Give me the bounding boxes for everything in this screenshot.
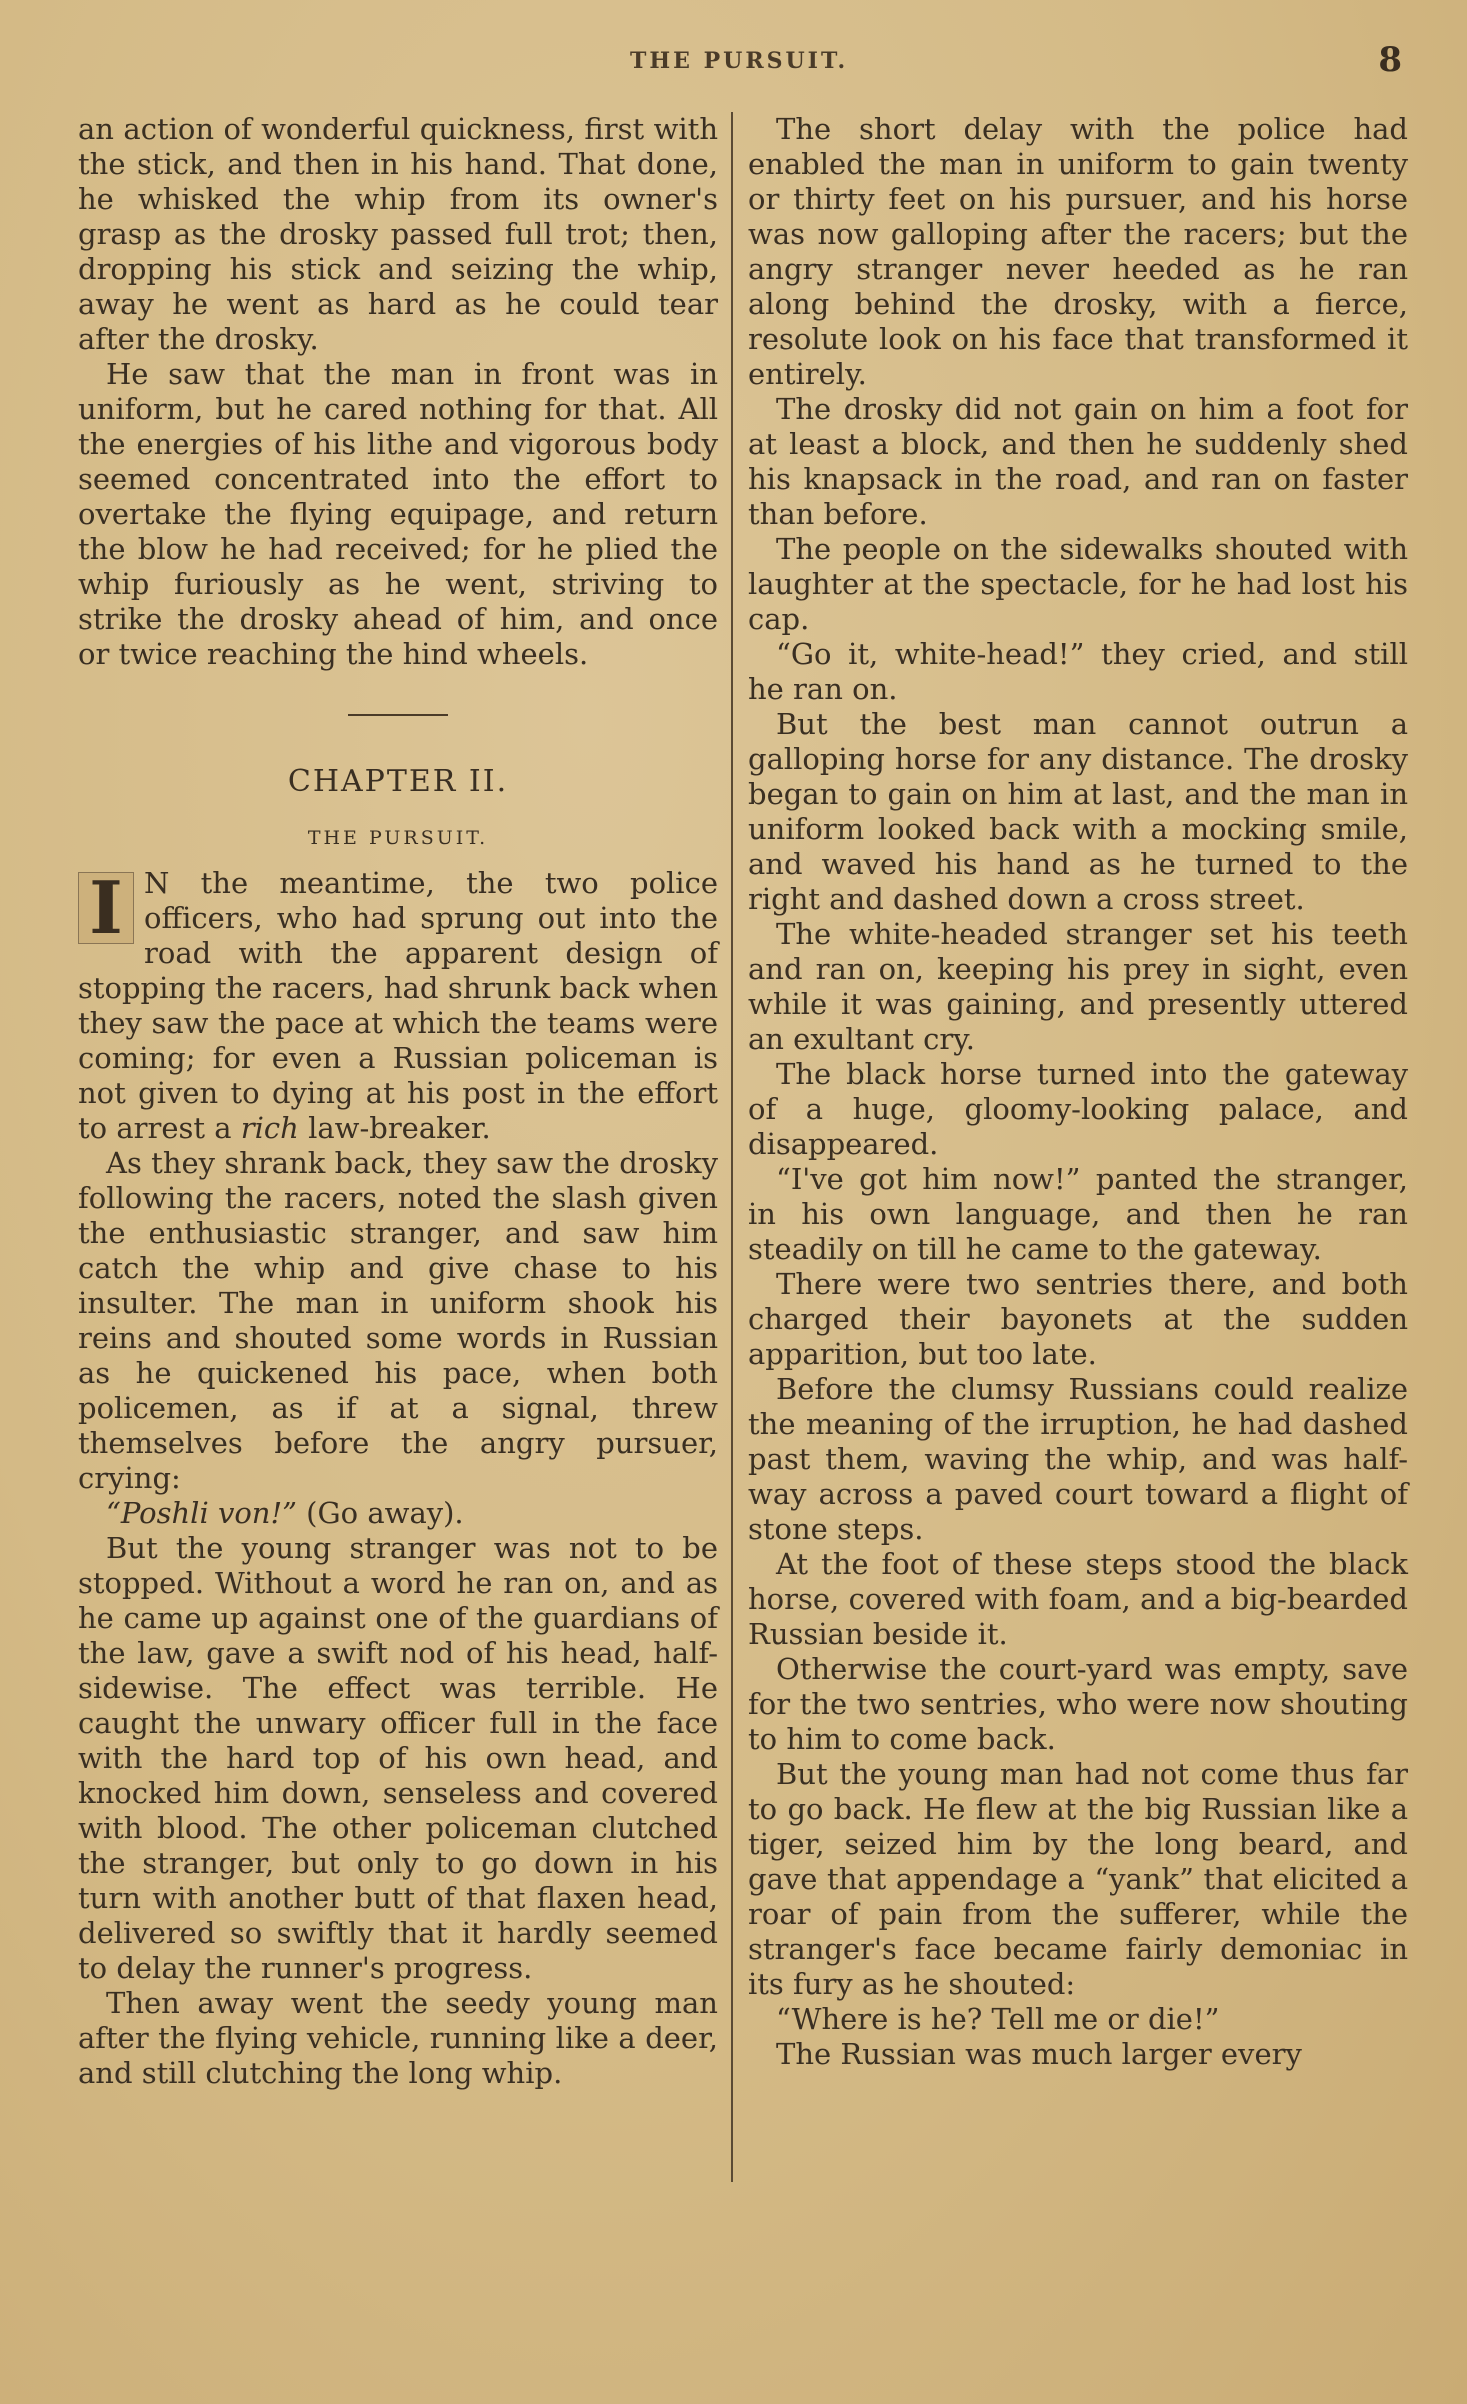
paragraph: But the best man cannot outrun a galloping horse for any distance. The drosky began to gain on him at last, and the man in uniform looked back with a mocking smile, and waved his hand as he turned to the right and dashed down a cross street. <box>748 707 1408 916</box>
paragraph: The white-headed stranger set his teeth and ran on, keeping his prey in sight, even while it was gaining, and presently uttered an exultant cry. <box>748 917 1408 1056</box>
paragraph: “I've got him now!” panted the stranger, in his own language, and then he ran steadily on till he came to the gateway. <box>748 1162 1408 1266</box>
right-column <box>748 112 1408 2072</box>
page-header <box>70 40 1410 80</box>
column-rule <box>731 112 733 2182</box>
paragraph-text: N the meantime, the two police officers, who had sprung out into the road with the apparent design of stopping the racers, had shrunk back when they saw the pace at which the teams were coming; for even a Russian policeman is not given to dying at his post in the effort to arrest a <box>78 866 718 1145</box>
paragraph: Then away went the seedy young man after the flying vehicle, running like a deer, and still clutching the long whip. <box>78 1986 718 2090</box>
paragraph: He saw that the man in front was in uniform, but he cared nothing for that. All the energies of his lithe and vigorous body seemed concentrated into the effort to overtake the flying equipage, and return the blow he had received; for he plied the whip furiously as he went, striving to strike the drosky ahead of him, and once or twice reaching the hind wheels. <box>78 357 718 671</box>
paragraph: As they shrank back, they saw the drosky following the racers, noted the slash given the enthusiastic stranger, and saw him catch the whip and give chase to his insulter. The man in uniform shook his reins and shouted some words in Russian as he quickened his pace, when both policemen, as if at a signal, threw themselves before the angry pursuer, crying: <box>78 1146 718 1495</box>
emphasis: rich <box>240 1111 299 1145</box>
paragraph: The people on the sidewalks shouted with laughter at the spectacle, for he had lost his cap. <box>748 532 1408 636</box>
paragraph: Otherwise the court-yard was empty, save for the two sentries, who were now shouting to him to come back. <box>748 1652 1408 1756</box>
paragraph <box>78 866 718 1146</box>
paragraph: The short delay with the police had enabled the man in uniform to gain twenty or thirty feet on his pursuer, and his horse was now galloping after the racers; but the angry stranger never heeded as he ran along behind the drosky, with a fierce, resolute look on his face that transformed it entirely. <box>748 112 1408 391</box>
emphasis: “Poshli von!” <box>106 1496 297 1530</box>
paragraph: The drosky did not gain on him a foot for at least a block, and then he suddenly shed his knapsack in the road, and ran on faster than before. <box>748 392 1408 531</box>
left-column <box>78 112 718 2091</box>
running-head: THE PURSUIT. <box>630 48 849 74</box>
chapter-title: CHAPTER II. <box>287 764 509 799</box>
paragraph: But the young man had not come thus far to go back. He flew at the big Russian like a tiger, seized him by the long beard, and gave that appendage a “yank” that elicited a roar of pain from the sufferer, while the stranger's face became fairly demoniac in its fury as he shouted: <box>748 1757 1408 2001</box>
drop-cap: I <box>78 872 134 944</box>
paragraph <box>78 1496 718 1531</box>
paragraph: There were two sentries there, and both charged their bayonets at the sudden apparition, but too late. <box>748 1267 1408 1371</box>
paragraph: At the foot of these steps stood the black horse, covered with foam, and a big-bearded Russian beside it. <box>748 1547 1408 1651</box>
paragraph: But the young stranger was not to be stopped. Without a word he ran on, and as he came up against one of the guardians of the law, gave a swift nod of his head, half-sidewise. The effect was terrible. He caught the unwary officer full in the face with the hard top of his own head, and knocked him down, senseless and covered with blood. The other policeman clutched the stranger, but only to go down in his turn with another butt of that flaxen head, delivered so swiftly that it hardly seemed to delay the runner's progress. <box>78 1531 718 1985</box>
chapter-subtitle: THE PURSUIT. <box>307 827 489 849</box>
page-number: 8 <box>1378 40 1402 80</box>
paragraph-text: (Go away). <box>306 1496 464 1530</box>
paragraph-text: law-breaker. <box>308 1111 491 1145</box>
paragraph: an action of wonderful quickness, first with the stick, and then in his hand. That done, he whisked the whip from its owner's grasp as the drosky passed full trot; then, dropping his stick and seizing the whip, away he went as hard as he could tear after the drosky. <box>78 112 718 356</box>
paragraph: The Russian was much larger every <box>776 2037 1302 2071</box>
paragraph: “Go it, white-head!” they cried, and still he ran on. <box>748 637 1408 706</box>
paragraph: The black horse turned into the gateway of a huge, gloomy-looking palace, and disappeared. <box>748 1057 1408 1161</box>
paragraph: “Where is he? Tell me or die!” <box>776 2002 1220 2036</box>
paragraph: Before the clumsy Russians could realize the meaning of the irruption, he had dashed past them, waving the whip, and was half-way across a paved court toward a flight of stone steps. <box>748 1372 1408 1546</box>
section-divider <box>348 714 448 716</box>
